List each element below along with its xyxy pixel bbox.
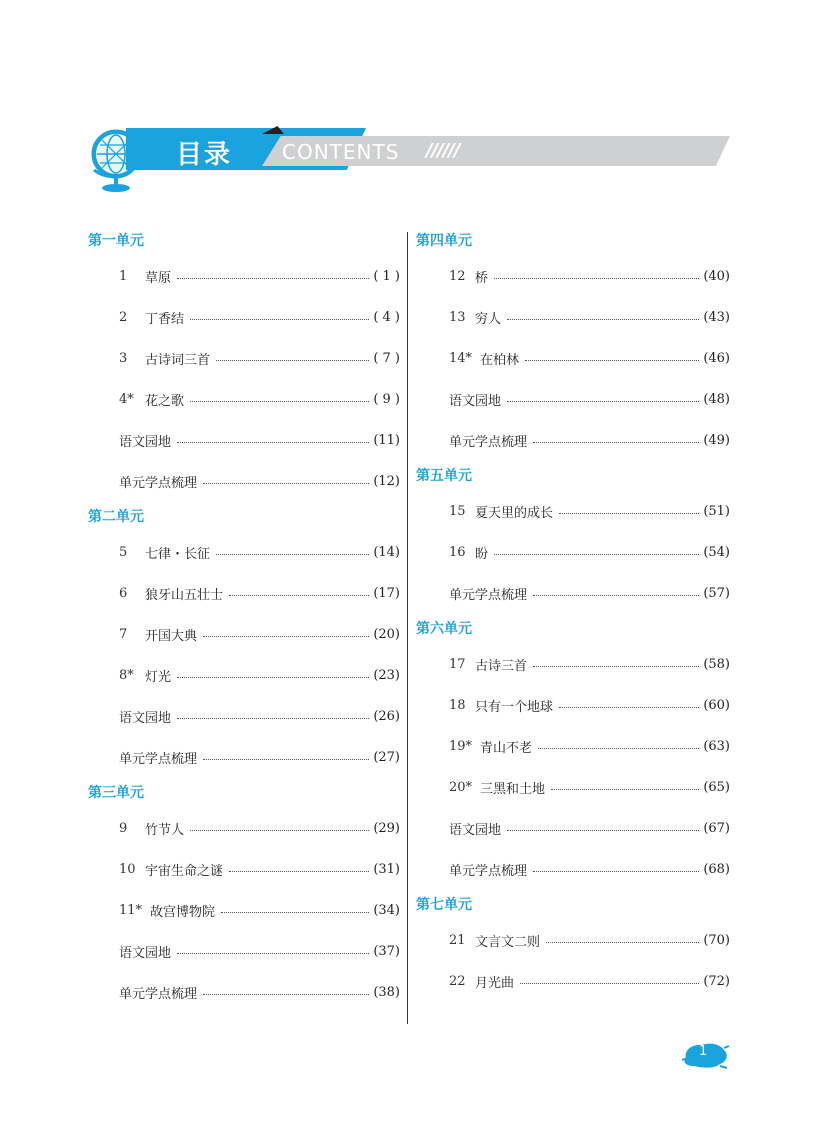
toc-entry[interactable] <box>416 491 730 532</box>
lesson-title: 穷人 <box>475 312 502 327</box>
lesson-title: 语文园地 <box>449 823 502 838</box>
unit-heading: 第一单元 <box>88 233 144 249</box>
page-title: 目录 <box>176 140 233 170</box>
page-reference: (38) <box>373 985 400 1000</box>
lesson-title: 单元学点梳理 <box>449 435 528 450</box>
unit-heading: 第三单元 <box>88 785 144 801</box>
dot-leader <box>177 677 369 678</box>
dot-leader <box>533 595 699 596</box>
page-reference: ( 4 ) <box>373 310 400 325</box>
dot-leader <box>229 871 369 872</box>
dot-leader <box>507 830 699 831</box>
dot-leader <box>525 360 699 361</box>
lesson-number: 22 <box>449 974 466 989</box>
dot-leader <box>533 871 699 872</box>
dot-leader <box>538 748 699 749</box>
dot-leader <box>177 953 369 954</box>
lesson-number: 12 <box>449 269 466 284</box>
lesson-title: 单元学点梳理 <box>119 476 198 491</box>
toc-entry[interactable] <box>88 532 400 573</box>
decorative-slashes: ////// <box>426 140 460 161</box>
dot-leader <box>190 319 369 320</box>
page-reference: (40) <box>703 269 730 284</box>
page-reference: (12) <box>373 474 400 489</box>
page-reference: (48) <box>703 392 730 407</box>
lesson-number: 21 <box>449 933 466 948</box>
toc-entry[interactable] <box>88 737 400 778</box>
column-divider <box>407 232 408 1024</box>
page-reference: (58) <box>703 657 730 672</box>
page-reference: (34) <box>373 903 400 918</box>
lesson-number: 19* <box>449 739 473 754</box>
page-reference: (43) <box>703 310 730 325</box>
toc-entry[interactable] <box>88 420 400 461</box>
unit-heading: 第四单元 <box>416 233 472 249</box>
page-reference: ( 7 ) <box>373 351 400 366</box>
page-reference: (67) <box>703 821 730 836</box>
lesson-title: 七律・长征 <box>145 547 211 562</box>
dot-leader <box>494 278 699 279</box>
toc-entry[interactable] <box>416 849 730 890</box>
lesson-number: 3 <box>119 351 128 366</box>
lesson-title: 语文园地 <box>119 946 172 961</box>
lesson-number: 6 <box>119 586 128 601</box>
lesson-number: 7 <box>119 627 128 642</box>
dot-leader <box>551 789 699 790</box>
page-reference: (14) <box>373 545 400 560</box>
dot-leader <box>190 401 369 402</box>
page-reference: (31) <box>373 862 400 877</box>
page-reference: (57) <box>703 586 730 601</box>
lesson-title: 在柏林 <box>480 353 520 368</box>
toc-entry[interactable] <box>88 338 400 379</box>
toc-entry[interactable] <box>416 420 730 461</box>
dot-leader <box>177 442 369 443</box>
lesson-number: 2 <box>119 310 128 325</box>
toc-entry[interactable] <box>416 767 730 808</box>
lesson-title: 语文园地 <box>119 711 172 726</box>
page-reference: (72) <box>703 974 730 989</box>
lesson-number: 14* <box>449 351 473 366</box>
page-reference: (70) <box>703 933 730 948</box>
lesson-title: 语文园地 <box>449 394 502 409</box>
toc-entry[interactable] <box>88 573 400 614</box>
toc-entry[interactable] <box>88 931 400 972</box>
toc-entry[interactable] <box>88 379 400 420</box>
dot-leader <box>216 554 369 555</box>
dot-leader <box>203 994 369 995</box>
toc-entry[interactable] <box>416 808 730 849</box>
lesson-number: 11* <box>119 903 143 918</box>
dot-leader <box>216 360 369 361</box>
lesson-title: 单元学点梳理 <box>119 752 198 767</box>
lesson-title: 单元学点梳理 <box>449 588 528 603</box>
page-number-badge <box>680 1040 730 1070</box>
dot-leader <box>203 636 369 637</box>
page-number: 1 <box>699 1044 708 1059</box>
toc-entry[interactable] <box>416 338 730 379</box>
lesson-number: 8* <box>119 668 134 683</box>
unit-heading: 第七单元 <box>416 897 472 913</box>
page-reference: (60) <box>703 698 730 713</box>
page-reference: ( 1 ) <box>373 269 400 284</box>
lesson-title: 夏天里的成长 <box>475 506 554 521</box>
lesson-title: 宇宙生命之谜 <box>145 864 224 879</box>
page-reference: (49) <box>703 433 730 448</box>
lesson-number: 5 <box>119 545 128 560</box>
page-reference: (65) <box>703 780 730 795</box>
lesson-title: 故宫博物院 <box>150 905 216 920</box>
dot-leader <box>559 513 699 514</box>
lesson-number: 10 <box>119 862 136 877</box>
lesson-number: 16 <box>449 545 466 560</box>
toc-header <box>86 120 736 200</box>
page-reference: (26) <box>373 709 400 724</box>
page-reference: (27) <box>373 750 400 765</box>
toc-entry[interactable] <box>416 685 730 726</box>
dot-leader <box>494 554 699 555</box>
toc-entry[interactable] <box>416 379 730 420</box>
lesson-title: 桥 <box>475 271 489 286</box>
lesson-title: 古诗词三首 <box>145 353 211 368</box>
toc-entry[interactable] <box>416 726 730 767</box>
lesson-title: 草原 <box>145 271 172 286</box>
lesson-title: 狼牙山五壮士 <box>145 588 224 603</box>
dot-leader <box>177 718 369 719</box>
lesson-title: 只有一个地球 <box>475 700 554 715</box>
lesson-title: 竹节人 <box>145 823 185 838</box>
lesson-title: 语文园地 <box>119 435 172 450</box>
lesson-title: 花之歌 <box>145 394 185 409</box>
lesson-title: 青山不老 <box>480 741 533 756</box>
dot-leader <box>533 442 699 443</box>
dot-leader <box>221 912 369 913</box>
dot-leader <box>559 707 699 708</box>
page-reference: (17) <box>373 586 400 601</box>
lesson-number: 9 <box>119 821 128 836</box>
page-reference: (51) <box>703 504 730 519</box>
lesson-number: 1 <box>119 269 128 284</box>
toc-entry[interactable] <box>416 961 730 1002</box>
toc-entry[interactable] <box>88 972 400 1013</box>
lesson-number: 20* <box>449 780 473 795</box>
lesson-title: 三黑和土地 <box>480 782 546 797</box>
dot-leader <box>203 759 369 760</box>
lesson-title: 古诗三首 <box>475 659 528 674</box>
lesson-title: 单元学点梳理 <box>119 987 198 1002</box>
toc-entry[interactable] <box>88 808 400 849</box>
dot-leader <box>203 483 369 484</box>
toc-entry[interactable] <box>88 614 400 655</box>
page-reference: (20) <box>373 627 400 642</box>
contents-label: CONTENTS <box>282 140 400 164</box>
lesson-title: 丁香结 <box>145 312 185 327</box>
toc-entry[interactable] <box>416 644 730 685</box>
unit-heading: 第二单元 <box>88 509 144 525</box>
unit-heading: 第五单元 <box>416 468 472 484</box>
dot-leader <box>507 401 699 402</box>
lesson-title: 文言文二则 <box>475 935 541 950</box>
lesson-title: 开国大典 <box>145 629 198 644</box>
toc-entry[interactable] <box>416 532 730 573</box>
lesson-title: 单元学点梳理 <box>449 864 528 879</box>
lesson-number: 13 <box>449 310 466 325</box>
toc-right-column <box>416 226 730 1002</box>
page-reference: (63) <box>703 739 730 754</box>
lesson-number: 18 <box>449 698 466 713</box>
page-reference: (23) <box>373 668 400 683</box>
lesson-number: 4* <box>119 392 134 407</box>
lesson-title: 月光曲 <box>475 976 515 991</box>
page-reference: (37) <box>373 944 400 959</box>
dot-leader <box>533 666 699 667</box>
dot-leader <box>546 942 699 943</box>
toc-entry[interactable] <box>88 256 400 297</box>
page-reference: ( 9 ) <box>373 392 400 407</box>
unit-heading: 第六单元 <box>416 621 472 637</box>
toc-entry[interactable] <box>416 920 730 961</box>
page-reference: (11) <box>373 433 400 448</box>
dot-leader <box>229 595 369 596</box>
toc-left-column <box>88 226 400 1013</box>
dot-leader <box>520 983 699 984</box>
lesson-title: 灯光 <box>145 670 172 685</box>
toc-entry[interactable] <box>416 256 730 297</box>
dot-leader <box>190 830 369 831</box>
toc-entry[interactable] <box>416 297 730 338</box>
page-reference: (68) <box>703 862 730 877</box>
page-reference: (46) <box>703 351 730 366</box>
toc-entry[interactable] <box>88 461 400 502</box>
toc-entry[interactable] <box>88 890 400 931</box>
toc-entry[interactable] <box>88 849 400 890</box>
dot-leader <box>177 278 369 279</box>
toc-entry[interactable] <box>88 655 400 696</box>
lesson-number: 15 <box>449 504 466 519</box>
page-reference: (54) <box>703 545 730 560</box>
dot-leader <box>507 319 699 320</box>
page-reference: (29) <box>373 821 400 836</box>
toc-entry[interactable] <box>88 696 400 737</box>
lesson-title: 盼 <box>475 547 489 562</box>
toc-entry[interactable] <box>88 297 400 338</box>
lesson-number: 17 <box>449 657 466 672</box>
toc-entry[interactable] <box>416 573 730 614</box>
